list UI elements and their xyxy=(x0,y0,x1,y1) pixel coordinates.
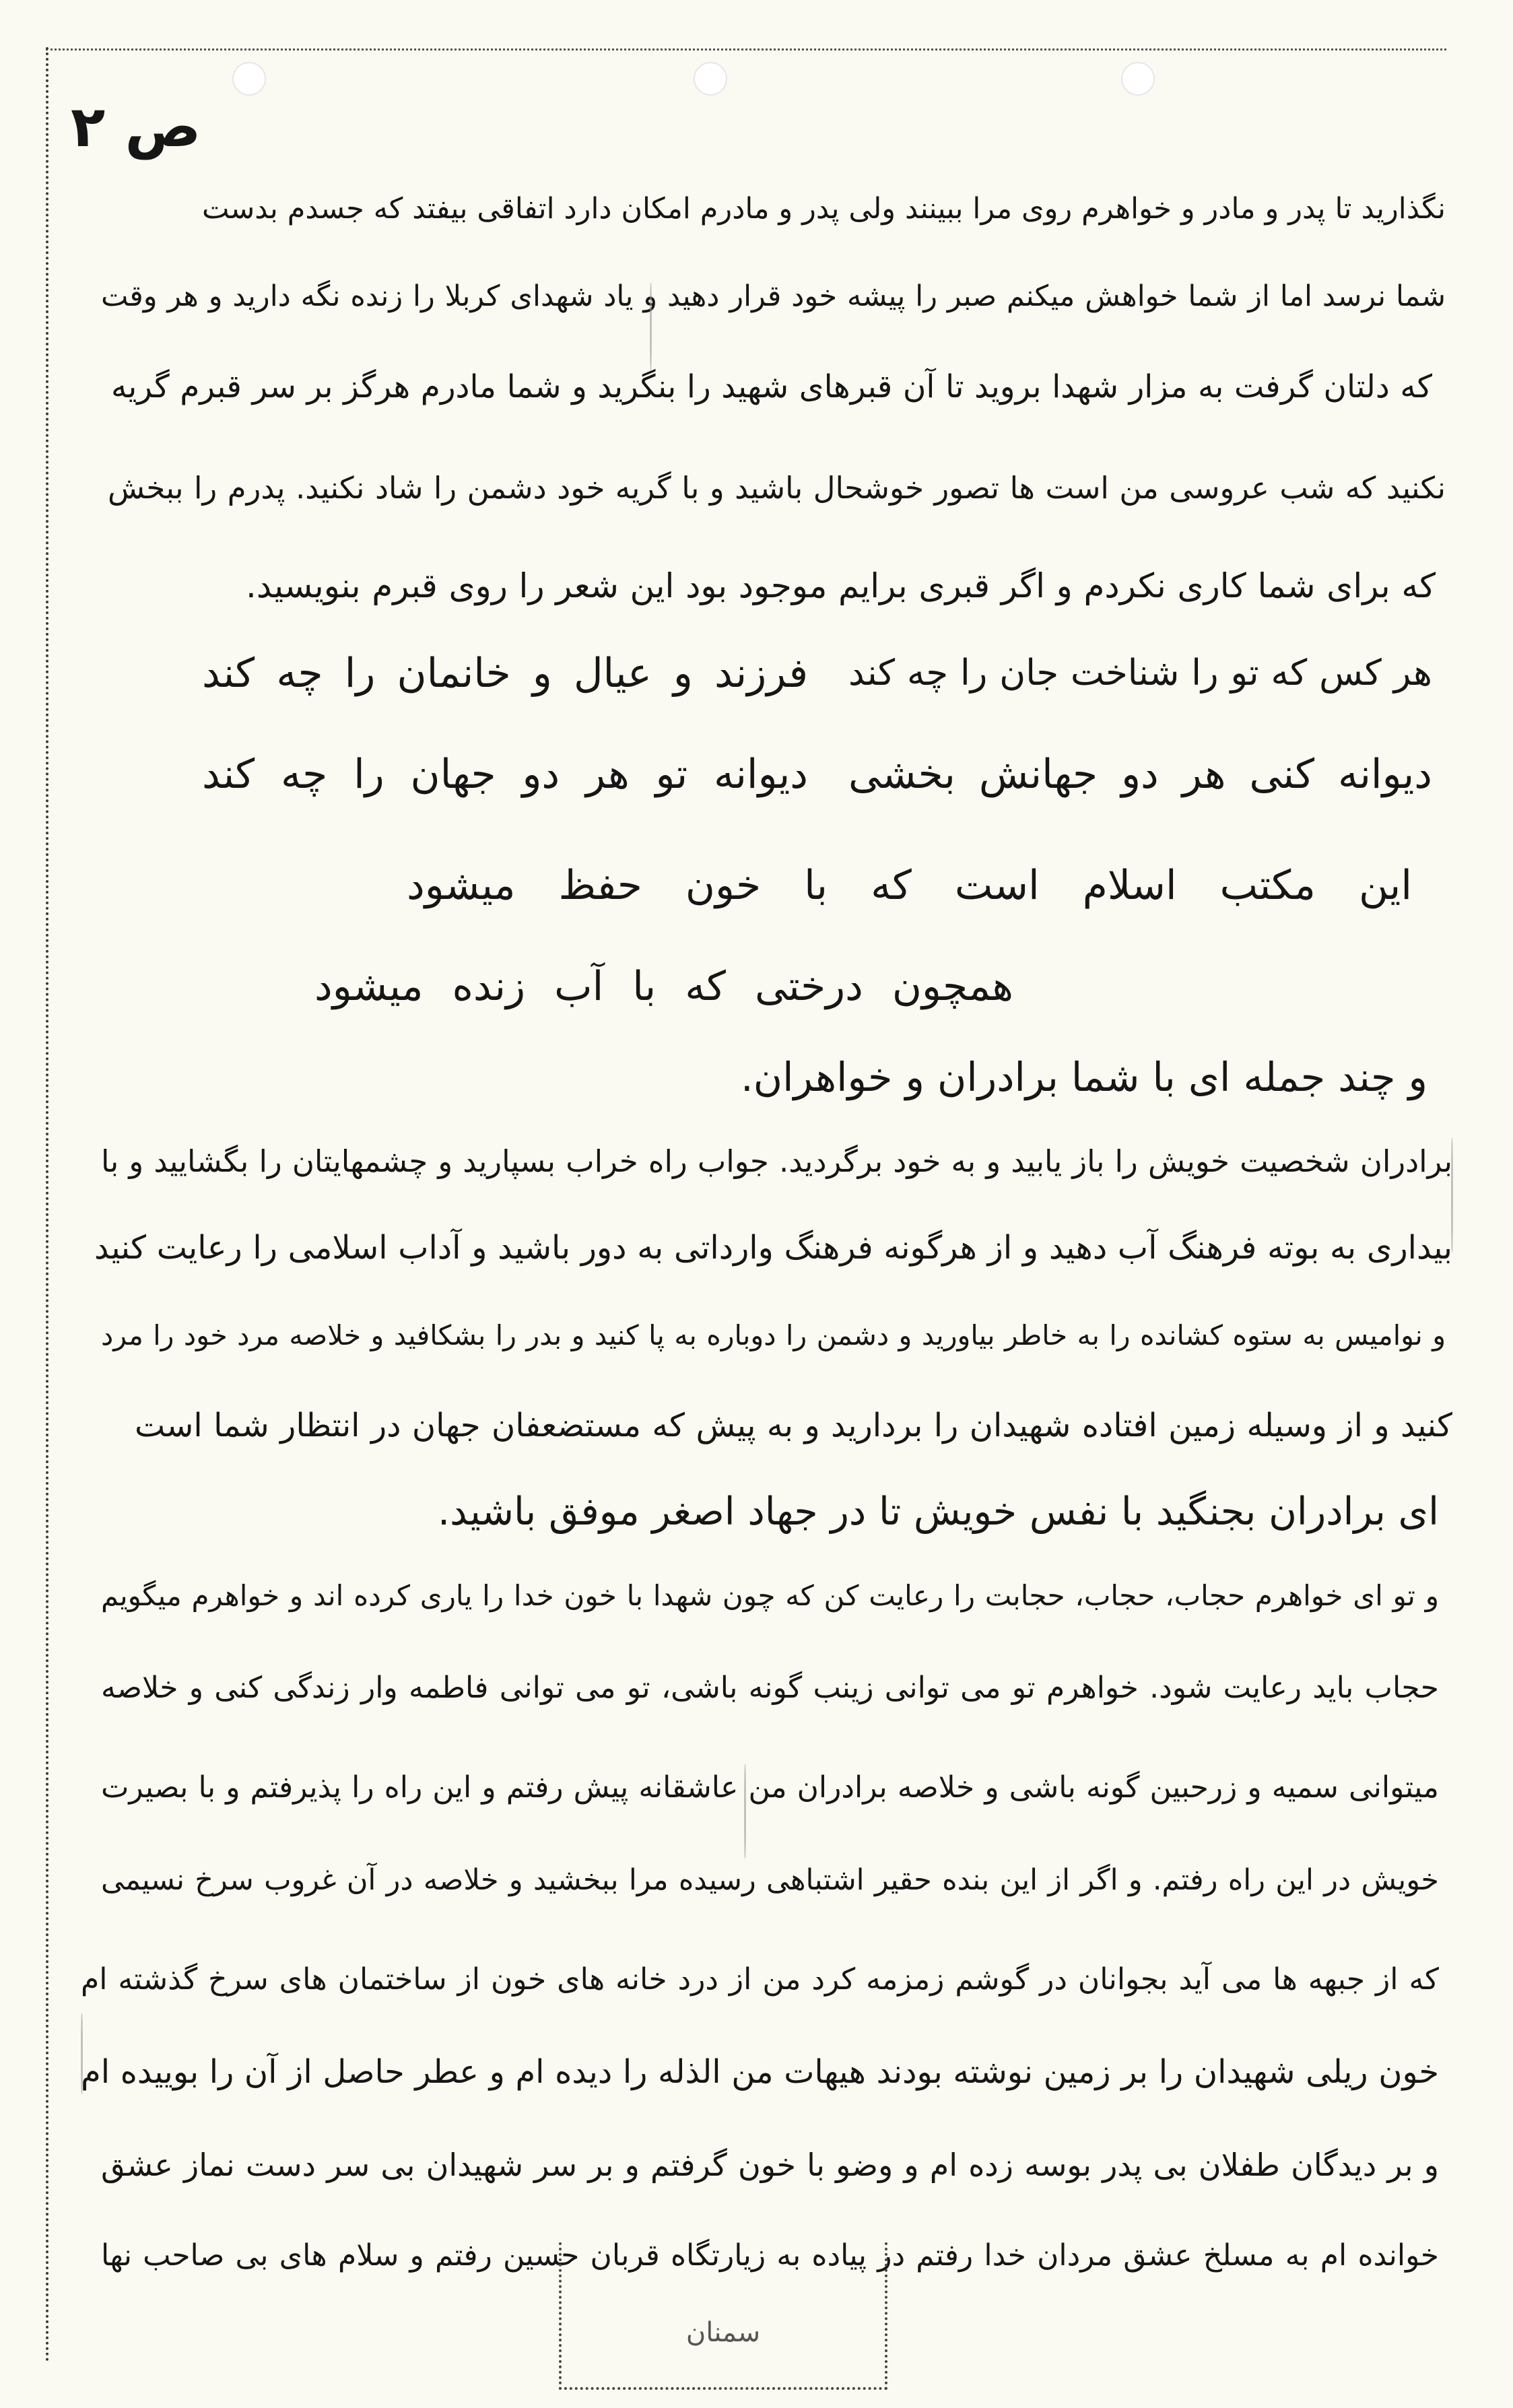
poem-verse: دیوانه کنی هر دو جهانش بخشی xyxy=(848,751,1432,798)
poem-verse: این مکتب اسلام است که با خون حفظ میشود xyxy=(407,862,1412,909)
punch-hole xyxy=(232,62,266,96)
text-line: خویش در این راه رفتم. و اگر از این بنده حقیر اشتباهی رسیده مرا ببخشید و خلاصه در آن غروب سرخ نسیمی xyxy=(101,1863,1439,1897)
punch-hole xyxy=(694,62,727,96)
punch-hole xyxy=(1121,62,1155,96)
pencil-mark xyxy=(650,283,652,370)
left-margin-line xyxy=(46,47,48,2364)
text-line: برادران شخصیت خویش را باز یابید و به خود برگردید. جواب راه خراب بسپارید و چشمهایتان را بگشایید و با xyxy=(101,1143,1452,1179)
text-line: که دلتان گرفت به مزار شهدا بروید تا آن قبرهای شهید را بنگرید و شما مادرم هرگز بر سر قبرم گریه xyxy=(111,368,1432,405)
text-line: که برای شما کاری نکردم و اگر قبری برایم موجود بود این شعر را روی قبرم بنویسید. xyxy=(246,566,1436,605)
text-line: خوانده ام به مسلخ عشق مردان خدا رفتم در پیاده به زیارتگاه قربان حسین رفتم و سلام های بی صاحب نها xyxy=(101,2238,1439,2273)
text-line: و نوامیس به ستوه کشانده را به خاطر بیاورید و دشمن را دوباره به پا کنید و بدر را بشکافید و خلاصه مرد خود را مرد xyxy=(101,1319,1446,1351)
poem-verse: هر کس که تو را شناخت جان را چه کند xyxy=(848,653,1432,694)
poem-verse: دیوانه تو هر دو جهان را چه کند xyxy=(202,751,808,798)
text-line: میتوانی سمیه و زرحبین گونه باشی و خلاصه برادران من عاشقانه پیش رفتم و این راه را پذیرفتم و با بصیرت xyxy=(101,1770,1439,1805)
pencil-mark xyxy=(744,1764,746,1859)
page-number: ص ۲ xyxy=(71,94,201,160)
top-border xyxy=(46,48,1446,51)
text-line: که از جبهه ها می آید بجوانان در گوشم زمزمه کرد من از درد خانه های خون از ساختمان های سرخ گذشته ام xyxy=(81,1962,1439,1997)
stamp-text: سمنان xyxy=(685,2317,761,2348)
text-line: و چند جمله ای با شما برادران و خواهران. xyxy=(741,1054,1427,1100)
pencil-mark xyxy=(1451,1138,1453,1252)
text-line: و تو ای خواهرم حجاب، حجاب، حجابت را رعایت کن که چون شهدا با خون خدا را یاری کرده اند و خواهرم میگویم xyxy=(101,1579,1439,1612)
text-line: ای برادران بجنگید با نفس خویش تا در جهاد اصغر موفق باشید. xyxy=(438,1490,1439,1534)
text-line: کنید و از وسیله زمین افتاده شهیدان را بردارید و به پیش که مستضعفان جهان در انتظار شما است xyxy=(135,1407,1452,1444)
poem-verse: فرزند و عیال و خانمان را چه کند xyxy=(202,650,808,697)
text-line: و بر دیدگان طفلان بی پدر بوسه زده ام و وضو با خون گرفتم و بر سر شهیدان بی سر دست نماز عشق xyxy=(101,2147,1439,2183)
stamp xyxy=(559,2242,887,2390)
text-line: بیداری به بوته فرهنگ آب دهید و از هرگونه فرهنگ وارداتی به دور باشید و آداب اسلامی را رعایت کنید xyxy=(94,1229,1452,1267)
poem-verse: همچون درختی که با آب زنده میشود xyxy=(314,963,1013,1010)
pencil-mark xyxy=(81,2013,83,2094)
text-line: حجاب باید رعایت شود. خواهرم تو می توانی زینب گونه باشی، تو می توانی فاطمه وار زندگی کنی و خلاصه xyxy=(101,1671,1439,1705)
text-line: شما نرسد اما از شما خواهش میکنم صبر را پیشه خود قرار دهید و یاد شهدای کربلا را زنده نگه دارید و هر وقت xyxy=(101,279,1446,313)
text-line: خون ریلی شهیدان را بر زمین نوشته بودند هیهات من الذله را دیده ام و عطر حاصل از آن را بوییده ام xyxy=(81,2053,1439,2091)
text-line: نکنید که شب عروسی من است ها تصور خوشحال باشید و با گریه خود دشمن را شاد نکنید. پدرم را ببخش xyxy=(108,470,1446,506)
text-line: نگذارید تا پدر و مادر و خواهرم روی مرا ببینند ولی پدر و مادرم امکان دارد اتفاقی بیفتد که جسدم بدست xyxy=(202,192,1446,226)
